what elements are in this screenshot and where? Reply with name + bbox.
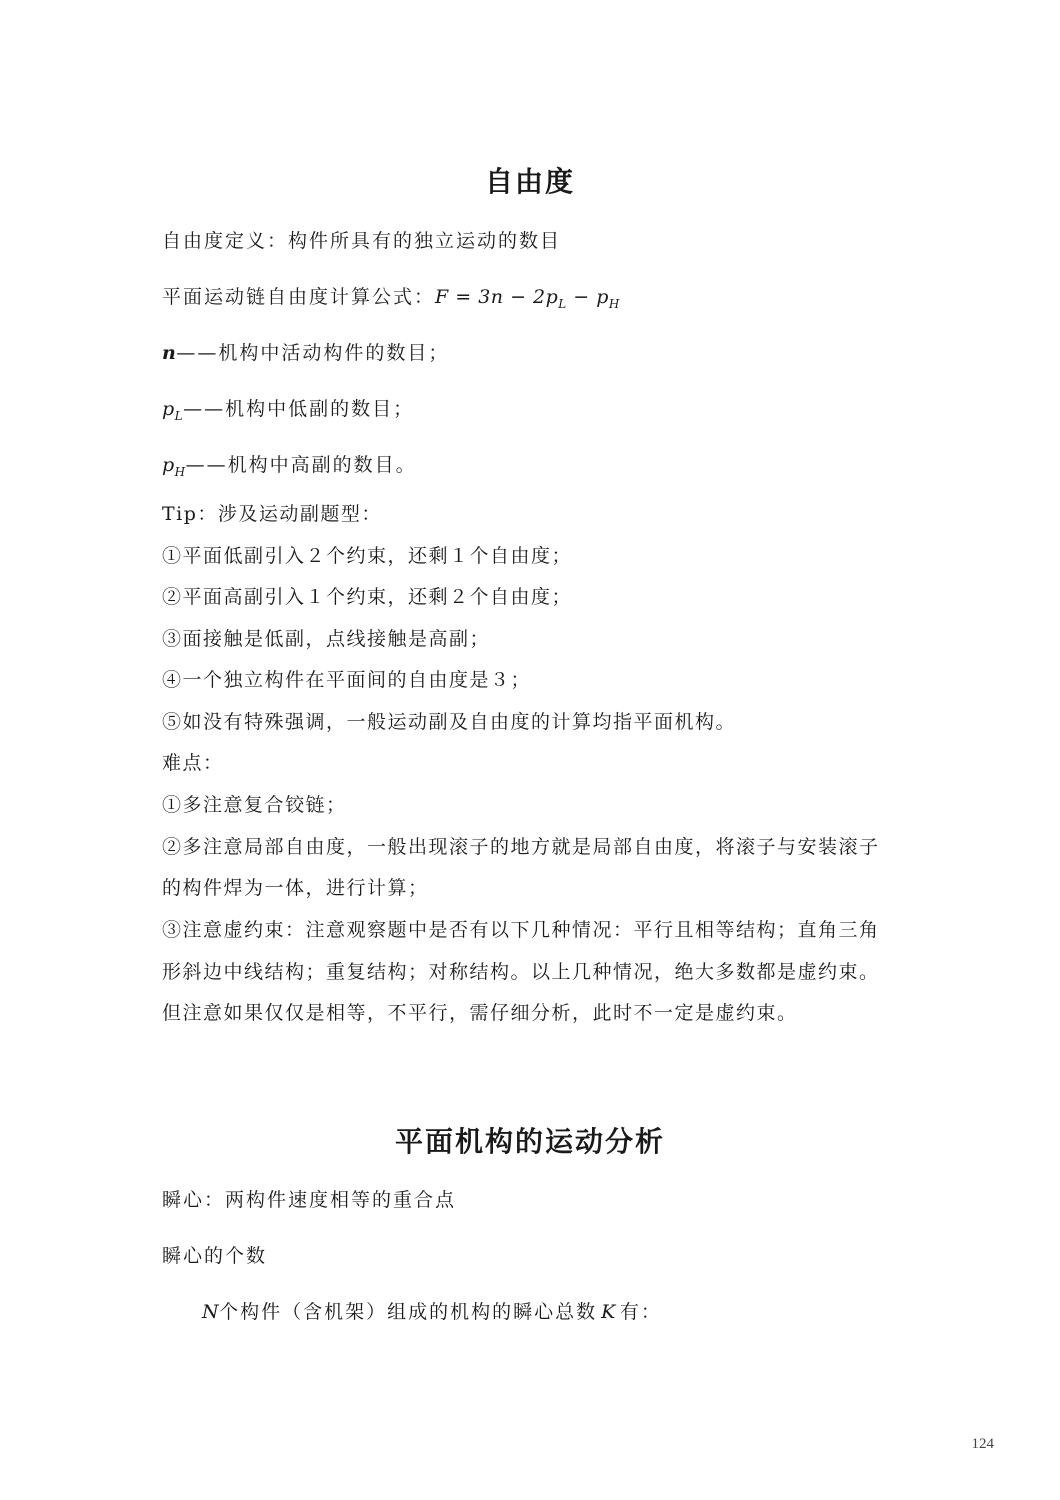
difficulty-item: ③注意虚约束：注意观察题中是否有以下几种情况：平行且相等结构；直角三角 bbox=[162, 919, 880, 941]
instant-center-count-title: 瞬心的个数 bbox=[162, 1245, 268, 1267]
section-title-kinematics: 平面机构的运动分析 bbox=[394, 1125, 665, 1158]
instant-center-count-text: N个构件（含机架）组成的机构的瞬心总数 K 有： bbox=[202, 1301, 662, 1323]
difficulty-item: ①多注意复合铰链； bbox=[162, 794, 347, 816]
tip-title: Tip：涉及运动副题型： bbox=[162, 503, 382, 525]
difficulty-item: 形斜边中线结构；重复结构；对称结构。以上几种情况，绝大多数都是虚约束。 bbox=[162, 961, 880, 983]
var-n: n——机构中活动构件的数目； bbox=[162, 342, 450, 364]
var-pl: $p_L——$机构中低副的数目； bbox=[162, 398, 415, 423]
dof-formula-line bbox=[162, 282, 620, 311]
tip-item: ④一个独立构件在平面间的自由度是３； bbox=[162, 669, 532, 691]
dof-definition: 自由度定义：构件所具有的独立运动的数目 bbox=[162, 230, 562, 252]
difficulty-title: 难点： bbox=[162, 752, 224, 774]
difficulty-item: 但注意如果仅仅是相等，不平行，需仔细分析，此时不一定是虚约束。 bbox=[162, 1002, 798, 1024]
var-ph: $p_H——$机构中高副的数目。 bbox=[162, 454, 417, 479]
page-number: 124 bbox=[971, 1436, 994, 1452]
tip-item: ⑤如没有特殊强调，一般运动副及自由度的计算均指平面机构。 bbox=[162, 711, 737, 733]
difficulty-item: 的构件焊为一体，进行计算； bbox=[162, 877, 429, 899]
tip-item: ②平面高副引入１个约束，还剩２个自由度； bbox=[162, 586, 573, 608]
difficulty-item: ②多注意局部自由度，一般出现滚子的地方就是局部自由度，将滚子与安装滚子 bbox=[162, 836, 880, 858]
formula-label: 平面运动链自由度计算公式： bbox=[162, 286, 436, 308]
instant-center-definition: 瞬心：两构件速度相等的重合点 bbox=[162, 1189, 457, 1211]
tip-item: ③面接触是低副，点线接触是高副； bbox=[162, 628, 491, 650]
formula: $F = 3n - 2p_L - p_H$ bbox=[435, 286, 620, 311]
section-title-dof: 自由度 bbox=[484, 165, 575, 198]
tip-item: ①平面低副引入２个约束，还剩１个自由度； bbox=[162, 545, 573, 567]
